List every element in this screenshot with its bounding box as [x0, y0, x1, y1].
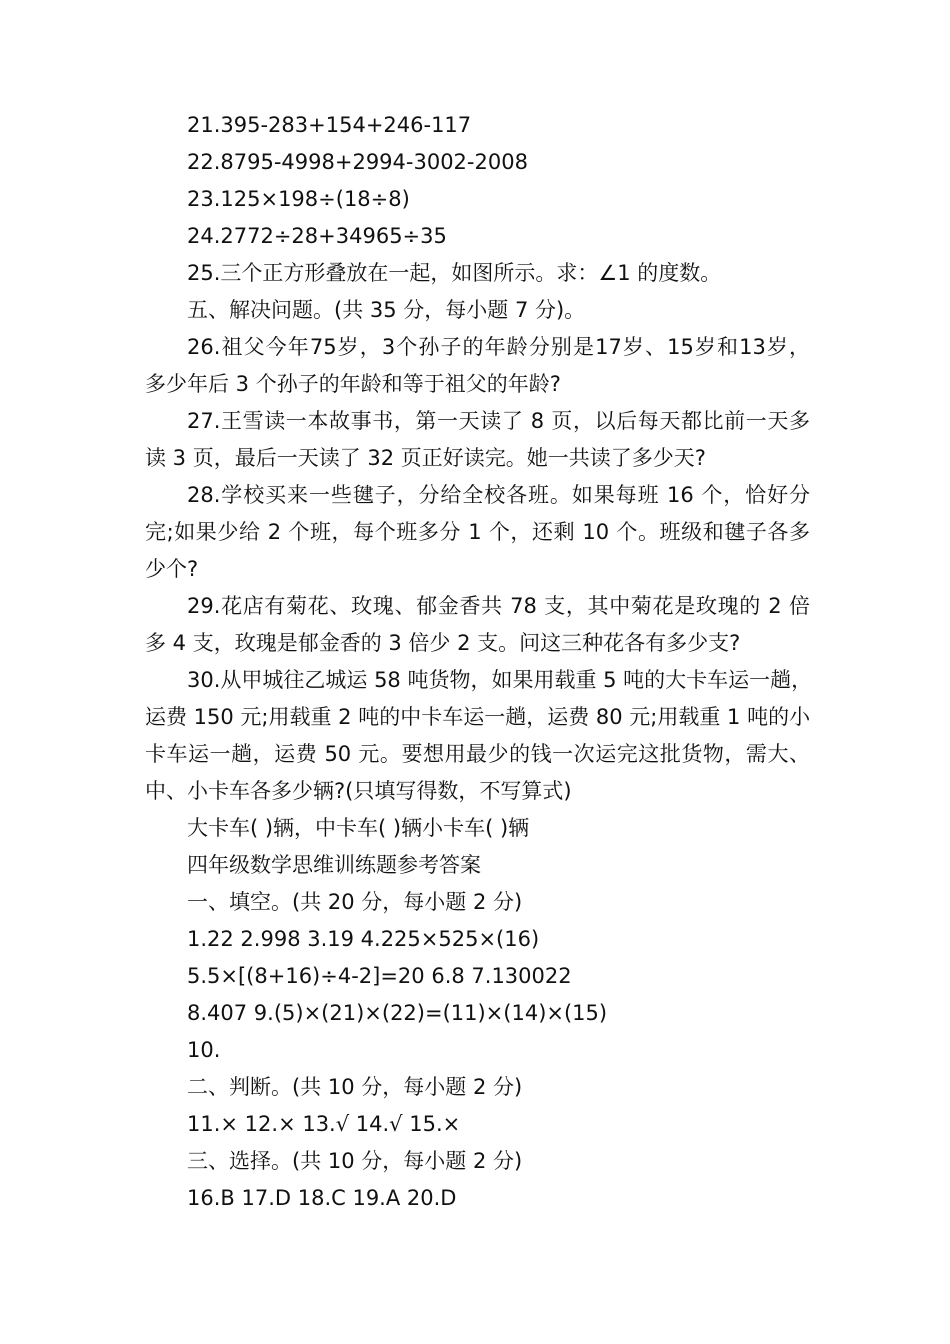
answer-line-6: 16.B 17.D 18.C 19.A 20.D: [187, 1186, 457, 1210]
problem-29-line-2: 多 4 支，玫瑰是郁金香的 3 倍少 2 支。问这三种花各有多少支?: [145, 631, 741, 655]
problem-26-line-1: 26.祖父今年75岁，3个孙子的年龄分别是17岁、15岁和13岁，: [187, 335, 810, 359]
section-heading-5: 五、解决问题。(共 35 分，每小题 7 分)。: [187, 298, 586, 322]
answer-line-5: 11.× 12.× 13.√ 14.√ 15.×: [187, 1112, 461, 1136]
problem-30-blanks: 大卡车( )辆，中卡车( )辆小卡车( )辆: [187, 816, 530, 840]
problem-28-line-3: 少个?: [145, 557, 199, 581]
problem-21: 21.395-283+154+246-117: [187, 113, 472, 137]
answer-section-1-heading: 一、填空。(共 20 分，每小题 2 分): [187, 890, 523, 914]
problem-30-line-1: 30.从甲城往乙城运 58 吨货物，如果用载重 5 吨的大卡车运一趟，: [187, 668, 813, 692]
answer-line-3: 8.407 9.(5)×(21)×(22)=(11)×(14)×(15): [187, 1001, 608, 1025]
problem-28-line-2: 完;如果少给 2 个班，每个班多分 1 个，还剩 10 个。班级和毽子各多: [145, 520, 810, 544]
problem-30-line-4: 中、小卡车各多少辆?(只填写得数，不写算式): [145, 779, 572, 803]
answer-line-2: 5.5×[(8+16)÷4-2]=20 6.8 7.130022: [187, 964, 572, 988]
problem-30-line-2: 运费 150 元;用载重 2 吨的中卡车运一趟，运费 80 元;用载重 1 吨的小: [145, 705, 811, 729]
problem-26-line-2: 多少年后 3 个孙子的年龄和等于祖父的年龄?: [145, 372, 561, 396]
problem-22: 22.8795-4998+2994-3002-2008: [187, 150, 528, 174]
answer-section-2-heading: 二、判断。(共 10 分，每小题 2 分): [187, 1075, 523, 1099]
problem-24: 24.2772÷28+34965÷35: [187, 224, 447, 248]
answer-line-1: 1.22 2.998 3.19 4.225×525×(16): [187, 927, 540, 951]
answer-section-3-heading: 三、选择。(共 10 分，每小题 2 分): [187, 1149, 523, 1173]
problem-30-line-3: 卡车运一趟，运费 50 元。要想用最少的钱一次运完这批货物，需大、: [145, 742, 810, 766]
problem-27-line-1: 27.王雪读一本故事书，第一天读了 8 页，以后每天都比前一天多: [187, 409, 810, 433]
problem-27-line-2: 读 3 页，最后一天读了 32 页正好读完。她一共读了多少天?: [145, 446, 706, 470]
problem-23: 23.125×198÷(18÷8): [187, 187, 410, 211]
problem-29-line-1: 29.花店有菊花、玫瑰、郁金香共 78 支，其中菊花是玫瑰的 2 倍: [187, 594, 810, 618]
document-body: [145, 107, 813, 1217]
problem-25: 25.三个正方形叠放在一起，如图所示。求：∠1 的度数。: [187, 261, 722, 285]
problem-28-line-1: 28.学校买来一些毽子，分给全校各班。如果每班 16 个，恰好分: [187, 483, 810, 507]
answer-line-4: 10.: [187, 1038, 221, 1062]
answer-key-title: 四年级数学思维训练题参考答案: [187, 853, 481, 877]
